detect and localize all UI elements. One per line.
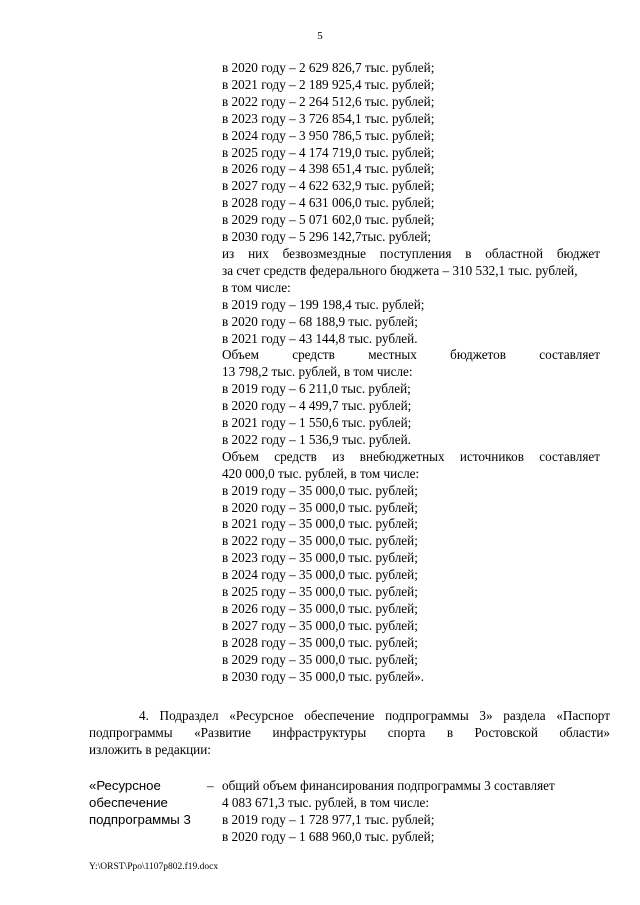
table-right-line: 4 083 671,3 тыс. рублей, в том числе: [222, 795, 430, 810]
federal-intro-line: за счет средств федерального бюджета – 310 532,1 тыс. рублей, [222, 262, 578, 278]
funding-years-list [222, 60, 600, 686]
list-item: в 2024 году – 3 950 786,5 тыс. рублей; [222, 127, 435, 143]
table-right-line: в 2020 году – 1 688 960,0 тыс. рублей; [222, 829, 435, 844]
local-budget-intro: Объем средств местных бюджетов составляет [222, 347, 600, 363]
list-item: в 2021 году – 1 550,6 тыс. рублей; [222, 415, 412, 431]
list-item: в 2019 году – 35 000,0 тыс. рублей; [222, 482, 418, 498]
list-item: в 2022 году – 1 536,9 тыс. рублей. [222, 431, 411, 447]
list-item: в 2027 году – 35 000,0 тыс. рублей; [222, 617, 418, 633]
federal-intro-line: из них безвозмездные поступления в областной бюджет [222, 245, 600, 261]
page-number: 5 [317, 30, 323, 42]
list-item: в 2019 году – 6 211,0 тыс. рублей; [222, 381, 411, 397]
table-left-line: обеспечение [89, 795, 168, 810]
section-4-paragraph [89, 707, 610, 758]
section-4-line: 4. Подраздел «Ресурсное обеспечение подпрограммы 3» раздела «Паспорт [139, 708, 610, 723]
table-left-cell [89, 777, 209, 828]
list-item: в 2020 году – 68 188,9 тыс. рублей; [222, 313, 418, 329]
list-item: в 2023 году – 35 000,0 тыс. рублей; [222, 550, 418, 566]
list-item: в 2020 году – 4 499,7 тыс. рублей; [222, 398, 412, 414]
federal-intro-line: в том числе: [222, 279, 291, 295]
table-right-line: в 2019 году – 1 728 977,1 тыс. рублей; [222, 812, 435, 827]
local-budget-intro: 13 798,2 тыс. рублей, в том числе: [222, 364, 413, 380]
list-item: в 2025 году – 4 174 719,0 тыс. рублей; [222, 144, 435, 160]
list-item: в 2029 году – 5 071 602,0 тыс. рублей; [222, 212, 435, 228]
file-path-footer: Y:\ORST\Ppo\1107p802.f19.docx [89, 862, 219, 872]
list-item: в 2021 году – 43 144,8 тыс. рублей. [222, 330, 418, 346]
list-item: в 2020 году – 35 000,0 тыс. рублей; [222, 499, 418, 515]
table-left-line: «Ресурсное [89, 778, 161, 793]
list-item: в 2025 году – 35 000,0 тыс. рублей; [222, 584, 418, 600]
extrabudget-intro: 420 000,0 тыс. рублей, в том числе: [222, 465, 420, 481]
list-item: в 2022 году – 2 264 512,6 тыс. рублей; [222, 93, 435, 109]
list-item: в 2030 году – 5 296 142,7тыс. рублей; [222, 229, 432, 245]
table-right-line: общий объем финансирования подпрограммы 3 составляет [222, 778, 555, 793]
list-item: в 2030 году – 35 000,0 тыс. рублей». [222, 668, 425, 684]
list-item: в 2029 году – 35 000,0 тыс. рублей; [222, 651, 418, 667]
list-item: в 2028 году – 35 000,0 тыс. рублей; [222, 634, 418, 650]
section-4-line: подпрограммы «Развитие инфраструктуры спорта в Ростовской области» [89, 725, 610, 740]
list-item: в 2021 году – 2 189 925,4 тыс. рублей; [222, 76, 435, 92]
table-dash: – [207, 778, 214, 793]
list-item: в 2023 году – 3 726 854,1 тыс. рублей; [222, 110, 435, 126]
list-item: в 2021 году – 35 000,0 тыс. рублей; [222, 516, 418, 532]
list-item: в 2024 году – 35 000,0 тыс. рублей; [222, 567, 418, 583]
list-item: в 2020 году – 2 629 826,7 тыс. рублей; [222, 60, 435, 75]
table-left-line: подпрограммы 3 [89, 812, 191, 827]
table-right-cell [222, 777, 600, 845]
list-item: в 2019 году – 199 198,4 тыс. рублей; [222, 296, 425, 312]
list-item: в 2026 году – 4 398 651,4 тыс. рублей; [222, 161, 435, 177]
list-item: в 2027 году – 4 622 632,9 тыс. рублей; [222, 178, 435, 194]
section-4-line: изложить в редакции: [89, 742, 211, 757]
list-item: в 2028 году – 4 631 006,0 тыс. рублей; [222, 195, 435, 211]
extrabudget-intro: Объем средств из внебюджетных источников составляет [222, 448, 600, 464]
list-item: в 2026 году – 35 000,0 тыс. рублей; [222, 601, 418, 616]
list-item: в 2022 году – 35 000,0 тыс. рублей; [222, 533, 418, 549]
